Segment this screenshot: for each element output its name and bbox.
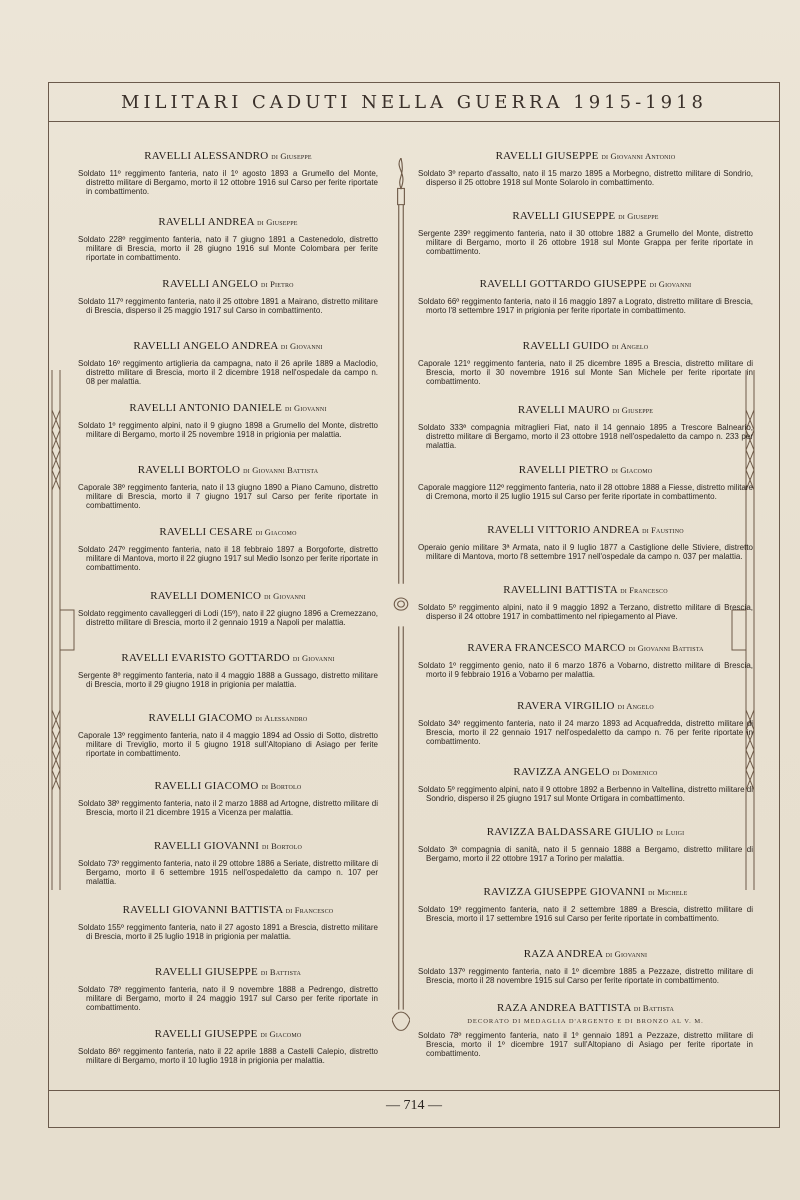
entry-name	[418, 948, 753, 960]
entry-text: Soldato 228º reggimento fanteria, nato il 7 giugno 1891 a Castenedolo, distretto militare di Brescia, morto il 28 giugno 1916 sul Monte Colombara per ferite riportate in combattimento.	[78, 235, 378, 262]
patronymic: di Giacomo	[611, 465, 653, 475]
decoration-note: DECORATO DI MEDAGLIA D'ARGENTO E DI BRONZO AL V. M.	[467, 1018, 704, 1025]
soldier-name: RAVELLI BORTOLO	[137, 464, 241, 476]
page-number: — 714 —	[386, 1098, 442, 1113]
entry-text: Soldato 38º reggimento fanteria, nato il 2 marzo 1888 ad Artogne, distretto militare di Brescia, morto il 21 dicembre 1915 a Vicenza per malattia.	[78, 799, 378, 817]
soldier-name: RAVELLI PIETRO	[518, 464, 609, 476]
soldier-name: RAVELLI GIACOMO	[148, 712, 253, 724]
patronymic: di Bortolo	[262, 841, 303, 851]
entry-text: Soldato 1º reggimento alpini, nato il 9 giugno 1898 a Grumello del Monte, distretto militare di Bergamo, morto il 25 novembre 1918 in prigionia per malattia.	[78, 421, 378, 439]
entry-text: Soldato 3ª compagnia di sanità, nato il 5 gennaio 1888 a Bergamo, distretto militare di Bergamo, morto il 22 ottobre 1917 a Torino per malattia.	[418, 845, 753, 863]
entry	[418, 340, 753, 386]
entry-text: Soldato 3º reparto d'assalto, nato il 15 marzo 1895 a Morbegno, distretto militare di Sondrio, disperso il 25 ottobre 1918 sul Monte Solarolo in combattimento.	[418, 169, 753, 187]
entry-name	[418, 886, 753, 898]
patronymic: di Domenico	[612, 767, 658, 777]
entry-text: Caporale maggiore 112º reggimento fanteria, nato il 28 ottobre 1888 a Fiesse, distretto militare di Cremona, morto il 25 luglio 1915 sul Carso per ferite riportate in combattimento.	[418, 483, 753, 501]
entry-name	[78, 402, 378, 414]
entry-name	[78, 652, 378, 664]
entry-name	[418, 826, 753, 838]
entry	[418, 948, 753, 985]
entry-name	[418, 278, 753, 290]
soldier-name: RAVELLI ANTONIO DANIELE	[129, 402, 283, 414]
soldier-name: RAVELLI DOMENICO	[150, 590, 262, 602]
entry	[418, 524, 753, 561]
entry-name	[78, 278, 378, 290]
entry-name	[78, 150, 378, 162]
soldier-name: RAVIZZA GIUSEPPE GIOVANNI	[483, 886, 646, 898]
entry	[418, 210, 753, 256]
patronymic: di Alessandro	[255, 713, 308, 723]
patronymic: di Giovanni Antonio	[601, 151, 676, 161]
page-title: MILITARI CADUTI NELLA GUERRA 1915-1918	[121, 92, 707, 113]
entry-text: Caporale 13º reggimento fanteria, nato il 4 maggio 1894 ad Ossio di Sotto, distretto militare di Treviglio, morto il 5 giugno 1918 sull'Altopiano di Asiago per ferite riportate in combattimento.	[78, 731, 378, 758]
entry-name	[78, 966, 378, 978]
entry	[78, 590, 378, 627]
soldier-name: RAVELLI CESARE	[159, 526, 253, 538]
patronymic: di Battista	[260, 967, 302, 977]
soldier-name: RAVELLI GUIDO	[522, 340, 610, 352]
entry-name	[418, 700, 753, 712]
patronymic: di Giacomo	[255, 527, 297, 537]
entry	[78, 840, 378, 886]
entry-name	[418, 584, 753, 596]
entry-name	[418, 766, 753, 778]
entry-text: Soldato 5º reggimento alpini, nato il 9 ottobre 1892 a Berbenno in Valtellina, distretto militare di Sondrio, disperso il 25 giugno 1917 sul Monte Ortigara in combattimento.	[418, 785, 753, 803]
soldier-name: RAVERA VIRGILIO	[517, 700, 615, 712]
patronymic: di Giacomo	[260, 1029, 302, 1039]
entry-text: Soldato 1º reggimento genio, nato il 6 marzo 1876 a Vobarno, distretto militare di Brescia, morto il 9 febbraio 1916 a Vobarno per malattia.	[418, 661, 753, 679]
entry-text: Operaio genio militare 3ª Armata, nato il 9 luglio 1877 a Castiglione delle Stiviere, distretto militare di Mantova, morto l'8 settembre 1917 nell'ospedale da campo n. 037 per malattia.	[418, 543, 753, 561]
entry-name	[78, 904, 378, 916]
entry	[78, 340, 378, 386]
entry	[78, 1028, 378, 1065]
patronymic: di Francesco	[620, 585, 668, 595]
entry	[78, 278, 378, 315]
entry	[78, 150, 378, 196]
entry-text: Soldato 86º reggimento fanteria, nato il 22 aprile 1888 a Castelli Calepio, distretto militare di Bergamo, morto il 10 luglio 1918 in prigionia per malattia.	[78, 1047, 378, 1065]
patronymic: di Faustino	[642, 525, 684, 535]
soldier-name: RAVELLI ALESSANDRO	[144, 150, 269, 162]
entry-text: Soldato 11º reggimento fanteria, nato il 1º agosto 1893 a Grumello del Monte, distretto militare di Bergamo, morto il 12 ottobre 1916 sul Carso per ferite riportate in combattimento.	[78, 169, 378, 196]
patronymic: di Giovanni	[280, 341, 323, 351]
patronymic: di Michele	[648, 887, 688, 897]
entry-name	[78, 780, 378, 792]
entry	[418, 404, 753, 450]
entry	[418, 886, 753, 923]
entry-text: Sergente 8º reggimento fanteria, nato il 4 maggio 1888 a Gussago, distretto militare di Brescia, morto il 29 giugno 1918 in prigionia per malattia.	[78, 671, 378, 689]
entry-name	[418, 150, 753, 162]
header-divider	[48, 121, 780, 122]
soldier-name: RAVELLI GIOVANNI BATTISTA	[122, 904, 283, 916]
entry-name	[418, 524, 753, 536]
entry-name	[78, 464, 378, 476]
entry-text: Soldato 34º reggimento fanteria, nato il 24 marzo 1893 ad Acquafredda, distretto militare di Brescia, morto il 22 gennaio 1917 nell'ospedaletto da campo n. 76 per ferite riportate in combattimento.	[418, 719, 753, 746]
soldier-name: RAVELLI VITTORIO ANDREA	[487, 524, 640, 536]
soldier-name: RAVELLI GIUSEPPE	[154, 1028, 258, 1040]
entry	[418, 150, 753, 187]
entry	[418, 1002, 753, 1058]
entry-name	[78, 526, 378, 538]
entry	[78, 652, 378, 689]
patronymic: di Giovanni	[284, 403, 327, 413]
soldier-name: RAVELLI ANDREA	[158, 216, 255, 228]
entry	[78, 464, 378, 510]
soldier-name: RAVERA FRANCESCO MARCO	[467, 642, 626, 654]
patronymic: di Luigi	[656, 827, 685, 837]
entry-text: Soldato 78º reggimento fanteria, nato il 1º gennaio 1891 a Pezzaze, distretto militare di Brescia, morto il 1º dicembre 1917 sull'Altopiano di Asiago per ferite riportate in combattimento.	[418, 1031, 753, 1058]
entry-text: Soldato 66º reggimento fanteria, nato il 16 maggio 1897 a Lograto, distretto militare di Brescia, morto l'8 settembre 1917 in prigionia per ferite riportate in combattimento.	[418, 297, 753, 315]
entry-text: Sergente 239º reggimento fanteria, nato il 30 ottobre 1882 a Grumello del Monte, distretto militare di Bergamo, morto il 26 ottobre 1918 sul Monte Grappa per ferite riportate in combattimento.	[418, 229, 753, 256]
entry	[418, 464, 753, 501]
soldier-name: RAVELLINI BATTISTA	[503, 584, 618, 596]
entry	[78, 904, 378, 941]
entry-text: Soldato 78º reggimento fanteria, nato il 9 novembre 1888 a Pedrengo, distretto militare di Bergamo, morto il 24 maggio 1917 sul Carso per ferite riportate in combattimento.	[78, 985, 378, 1012]
soldier-name: RAVELLI GIACOMO	[154, 780, 259, 792]
entry	[418, 700, 753, 746]
entry-name	[418, 404, 753, 416]
footer-divider	[48, 1090, 780, 1091]
entry	[78, 712, 378, 758]
soldier-name: RAVIZZA ANGELO	[513, 766, 610, 778]
soldier-name: RAVELLI ANGELO	[162, 278, 259, 290]
entry-text: Soldato 16º reggimento artiglieria da campagna, nato il 26 aprile 1889 a Maclodio, distretto militare di Brescia, morto il 2 dicembre 1918 nell'ospedale da campo n. 08 per malattia.	[78, 359, 378, 386]
entry	[78, 216, 378, 262]
patronymic: di Giovanni	[649, 279, 692, 289]
patronymic: di Angelo	[617, 701, 654, 711]
patronymic: di Bortolo	[261, 781, 302, 791]
patronymic: di Pietro	[261, 279, 294, 289]
entry-name	[418, 464, 753, 476]
entry-name	[418, 642, 753, 654]
patronymic: di Giuseppe	[612, 405, 654, 415]
entry	[78, 780, 378, 817]
patronymic: di Francesco	[285, 905, 334, 915]
entry-name	[78, 712, 378, 724]
soldier-name: RAVELLI EVARISTO GOTTARDO	[121, 652, 290, 664]
entry	[418, 278, 753, 315]
entry-name	[78, 340, 378, 352]
torch-ornament-icon	[392, 158, 410, 1040]
entry-name	[78, 840, 378, 852]
soldier-name: RAVELLI MAURO	[517, 404, 610, 416]
patronymic: di Giovanni	[264, 591, 306, 601]
soldier-name: RAZA ANDREA BATTISTA	[496, 1002, 631, 1014]
soldier-name: RAVELLI ANGELO ANDREA	[133, 340, 278, 352]
entry-text: Caporale 121º reggimento fanteria, nato il 25 dicembre 1895 a Brescia, distretto militare di Brescia, morto il 30 novembre 1916 sul Monte San Michele per ferite riportate in combattimento.	[418, 359, 753, 386]
entry-text: Soldato 117º reggimento fanteria, nato il 25 ottobre 1891 a Mairano, distretto militare di Brescia, disperso il 25 maggio 1917 sul Carso in combattimento.	[78, 297, 378, 315]
patronymic: di Giovanni Battista	[628, 643, 704, 653]
entry-text: Soldato 155º reggimento fanteria, nato il 27 agosto 1891 a Brescia, distretto militare di Brescia, morto il 25 luglio 1918 in prigionia per malattia.	[78, 923, 378, 941]
entry-name	[78, 1028, 378, 1040]
entry	[78, 402, 378, 439]
patronymic: di Giuseppe	[257, 217, 298, 227]
patronymic: di Giuseppe	[271, 151, 312, 161]
soldier-name: RAVELLI GIOVANNI	[153, 840, 260, 852]
entry	[418, 642, 753, 679]
entry	[78, 526, 378, 572]
entry-name	[418, 340, 753, 352]
entry-text: Soldato 5º reggimento alpini, nato il 9 maggio 1892 a Terzano, distretto militare di Brescia, disperso il 24 ottobre 1917 in combattimento nel ripiegamento al Piave.	[418, 603, 753, 621]
patronymic: di Giovanni	[605, 949, 648, 959]
soldier-name: RAVELLI GIUSEPPE	[154, 966, 258, 978]
soldier-name: RAVELLI GIUSEPPE	[495, 150, 599, 162]
entry-text: Soldato 73º reggimento fanteria, nato il 29 ottobre 1886 a Seriate, distretto militare di Bergamo, morto il 6 settembre 1915 nell'ospedaletto da campo n. 107 per malattia.	[78, 859, 378, 886]
soldier-name: RAVIZZA BALDASSARE GIULIO	[486, 826, 654, 838]
entry-text: Soldato 137º reggimento fanteria, nato il 1º dicembre 1885 a Pezzaze, distretto militare di Brescia, morto il 28 novembre 1915 sul Carso per ferite riportate in combattimento.	[418, 967, 753, 985]
entry-text: Soldato 19º reggimento fanteria, nato il 2 settembre 1889 a Brescia, distretto militare di Brescia, morto il 17 settembre 1916 sul Carso per ferite riportate in combattimento.	[418, 905, 753, 923]
entry-name	[78, 590, 378, 602]
entry-name	[78, 216, 378, 228]
entry-name	[418, 1002, 753, 1014]
patronymic: di Giovanni Battista	[243, 465, 319, 475]
patronymic: di Battista	[633, 1003, 675, 1013]
soldier-name: RAZA ANDREA	[523, 948, 603, 960]
entry	[418, 766, 753, 803]
soldier-name: RAVELLI GIUSEPPE	[512, 210, 616, 222]
soldier-name: RAVELLI GOTTARDO GIUSEPPE	[479, 278, 647, 290]
entry-text: Soldato 247º reggimento fanteria, nato il 18 febbraio 1897 a Borgoforte, distretto militare di Mantova, morto il 22 giugno 1917 sul Medio Isonzo per ferite riportate in combattimento.	[78, 545, 378, 572]
left-side-ornament-icon	[40, 370, 76, 890]
patronymic: di Angelo	[612, 341, 649, 351]
patronymic: di Giovanni	[292, 653, 335, 663]
entry	[418, 584, 753, 621]
patronymic: di Giuseppe	[618, 211, 659, 221]
entry-text: Caporale 38º reggimento fanteria, nato il 13 giugno 1890 a Piano Camuno, distretto militare di Brescia, morto il 7 giugno 1917 sul Carso per ferite riportate in combattimento.	[78, 483, 378, 510]
entry-text: Soldato reggimento cavalleggeri di Lodi (15º), nato il 22 giugno 1896 a Cremezzano, distretto militare di Brescia, morto il 2 gennaio 1919 a Napoli per malattia.	[78, 609, 378, 627]
entry-text: Soldato 333ª compagnia mitraglieri Fiat, nato il 14 gennaio 1895 a Trescore Balneario, distretto militare di Bergamo, morto il 23 ottobre 1918 nell'ospedaletto da campo n. 233 per malattia.	[418, 423, 753, 450]
entry	[418, 826, 753, 863]
entry	[78, 966, 378, 1012]
entry-name	[418, 210, 753, 222]
